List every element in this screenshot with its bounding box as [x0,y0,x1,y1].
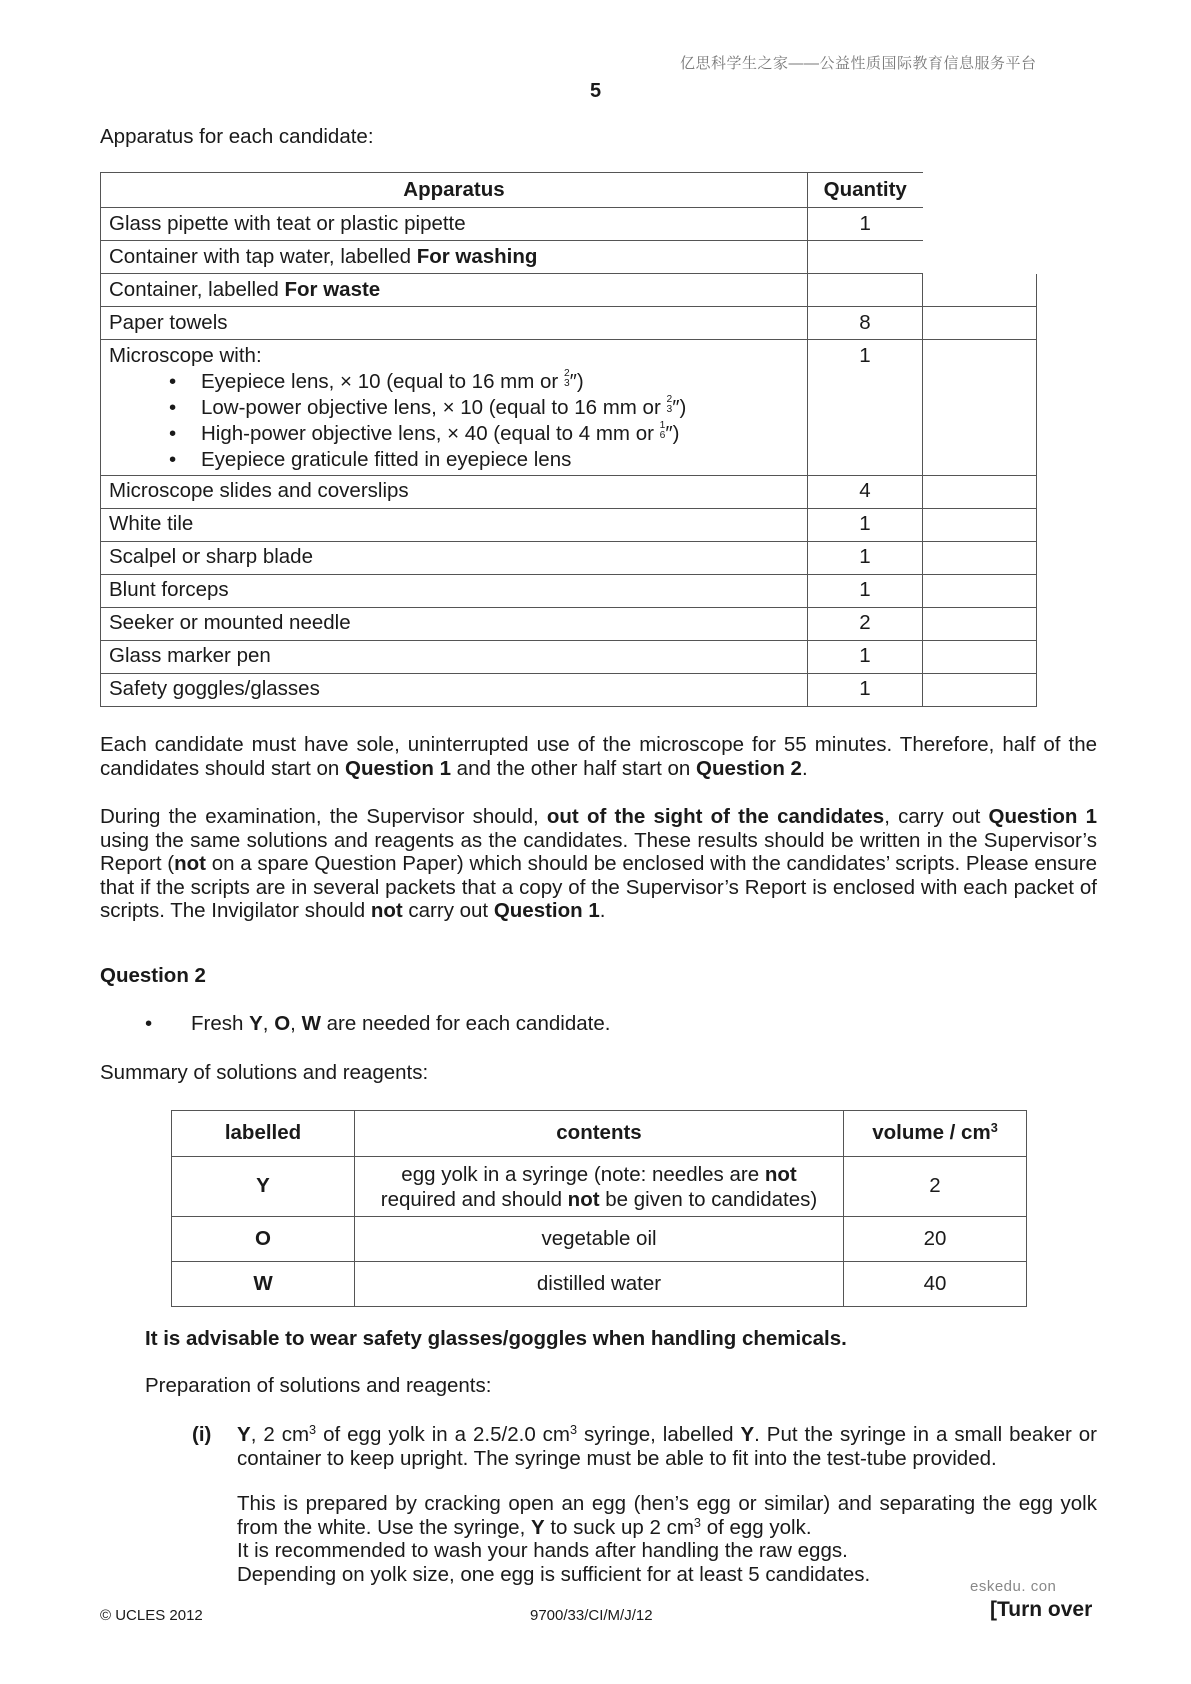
apparatus-cell: Microscope slides and coverslips [101,475,808,508]
table-row [101,574,1037,607]
apparatus-intro: Apparatus for each candidate: [100,125,374,148]
table-row [101,673,1037,706]
volume-cell: 40 [844,1262,1027,1307]
column-header-quantity: Quantity [808,173,923,208]
contents-cell: vegetable oil [355,1217,844,1262]
table-row [172,1217,1027,1262]
hygiene-note: It is recommended to wash your hands after handling the raw eggs. [237,1539,848,1562]
apparatus-cell: Seeker or mounted needle [101,607,808,640]
egg-preparation-text: This is prepared by cracking open an egg (hen’s egg or similar) and separating the egg yolk from the white. Use the syringe, Y to suck up 2 $cm^3$ of egg yolk. [237,1492,1097,1539]
apparatus-cell: Glass pipette with teat or plastic pipette [101,208,808,241]
site-header: 亿思科学生之家——公益性质国际教育信息服务平台 [680,55,1037,72]
quantity-cell: 1 [808,508,923,541]
apparatus-table [100,172,1037,707]
quantity-cell: 1 [808,673,923,706]
list-item: • Eyepiece lens, × 10 (equal to 16 mm or 2 3″) [109,369,799,395]
footer-copyright: © UCLES 2012 [100,1607,203,1624]
table-row [101,607,1037,640]
apparatus-cell: Container, labelled For waste [101,274,808,307]
quantity-cell [808,241,923,274]
volume-cell: 20 [844,1217,1027,1262]
label-cell: W [172,1262,355,1307]
table-row [101,640,1037,673]
prep-i-instructions: Y, 2 $cm^3$ of egg yolk in a 2.5/2.0 $cm^3$ syringe, labelled Y. Put the syringe in a small beaker or container to keep upright. The syringe must be able to fit into the test-tube provided. [237,1422,1097,1470]
list-item: • Eyepiece graticule fitted in eyepiece lens [109,447,799,473]
footer-paper-code: 9700/33/CI/M/J/12 [530,1607,653,1624]
bullet-marker: • [145,1012,153,1035]
apparatus-cell: White tile [101,508,808,541]
table-header-row [101,173,1037,208]
turn-over-label: [Turn over [990,1598,1093,1621]
table-row [101,340,1037,476]
yield-note: Depending on yolk size, one egg is sufficient for at least 5 candidates. [237,1562,871,1586]
safety-note: It is advisable to wear safety glasses/goggles when handling chemicals. [145,1327,847,1350]
contents-cell: egg yolk in a syringe (note: needles are not required and should not be given to candidates) [355,1157,844,1217]
table-row [101,241,1037,274]
label-cell: Y [172,1157,355,1217]
watermark: eskedu. con [970,1578,1057,1595]
apparatus-cell: Blunt forceps [101,574,808,607]
list-item: • Low-power objective lens, × 10 (equal to 16 mm or 2 3″) [109,395,799,421]
item-marker-i: (i) [192,1423,212,1446]
microscope-usage-paragraph: Each candidate must have sole, uninterrupted use of the microscope for 55 minutes. Therefore, half of the candidates should start on Question 1 and the other half start on Question 2. [100,733,1097,780]
fresh-solutions-note: Fresh Y, O, W are needed for each candidate. [191,1012,611,1035]
table-row [172,1262,1027,1307]
quantity-cell: 2 [808,607,923,640]
quantity-cell: 1 [808,574,923,607]
table-header-row [172,1111,1027,1157]
list-item: • High-power objective lens, × 40 (equal to 4 mm or 1 6″) [109,421,799,447]
quantity-cell [808,274,923,307]
question-2-heading: Question 2 [100,964,206,987]
apparatus-cell: Glass marker pen [101,640,808,673]
apparatus-cell: Paper towels [101,307,808,340]
table-row [101,475,1037,508]
apparatus-cell: Scalpel or sharp blade [101,541,808,574]
apparatus-cell: Safety goggles/glasses [101,673,808,706]
table-row [172,1157,1027,1217]
table-row [101,541,1037,574]
volume-cell: 2 [844,1157,1027,1217]
column-header-contents: contents [355,1111,844,1157]
label-cell: O [172,1217,355,1262]
table-row [101,307,1037,340]
quantity-cell: 1 [808,208,923,241]
column-header-labelled: labelled [172,1111,355,1157]
summary-intro: Summary of solutions and reagents: [100,1061,429,1084]
quantity-cell: 1 [808,340,923,476]
table-row [101,274,1037,307]
prep-i-details [237,1492,1097,1586]
preparation-intro: Preparation of solutions and reagents: [145,1374,492,1397]
table-row [101,208,1037,241]
column-header-volume: volume / $cm^3$ [844,1111,1027,1157]
solutions-table [171,1110,1027,1307]
quantity-cell: 4 [808,475,923,508]
apparatus-cell [101,340,808,476]
microscope-parts-list [109,369,799,475]
microscope-label: Microscope with: [109,344,262,367]
column-header-apparatus: Apparatus [101,173,808,208]
quantity-cell: 8 [808,307,923,340]
contents-cell: distilled water [355,1262,844,1307]
table-row [101,508,1037,541]
page-number: 5 [589,80,602,102]
apparatus-cell: Container with tap water, labelled For washing [101,241,808,274]
quantity-cell: 1 [808,640,923,673]
quantity-cell: 1 [808,541,923,574]
supervisor-paragraph: During the examination, the Supervisor should, out of the sight of the candidates, carry out Question 1 using the same solutions and reagents as the candidates. These results should be written in the Supervisor’s Report (not on a spare Question Paper) which should be enclosed with the candidates’ scripts. Please ensure that if the scripts are in several packets that a copy of the Supervisor’s Report is enclosed with each packet of scripts. The Invigilator should not carry out Question 1. [100,805,1097,922]
